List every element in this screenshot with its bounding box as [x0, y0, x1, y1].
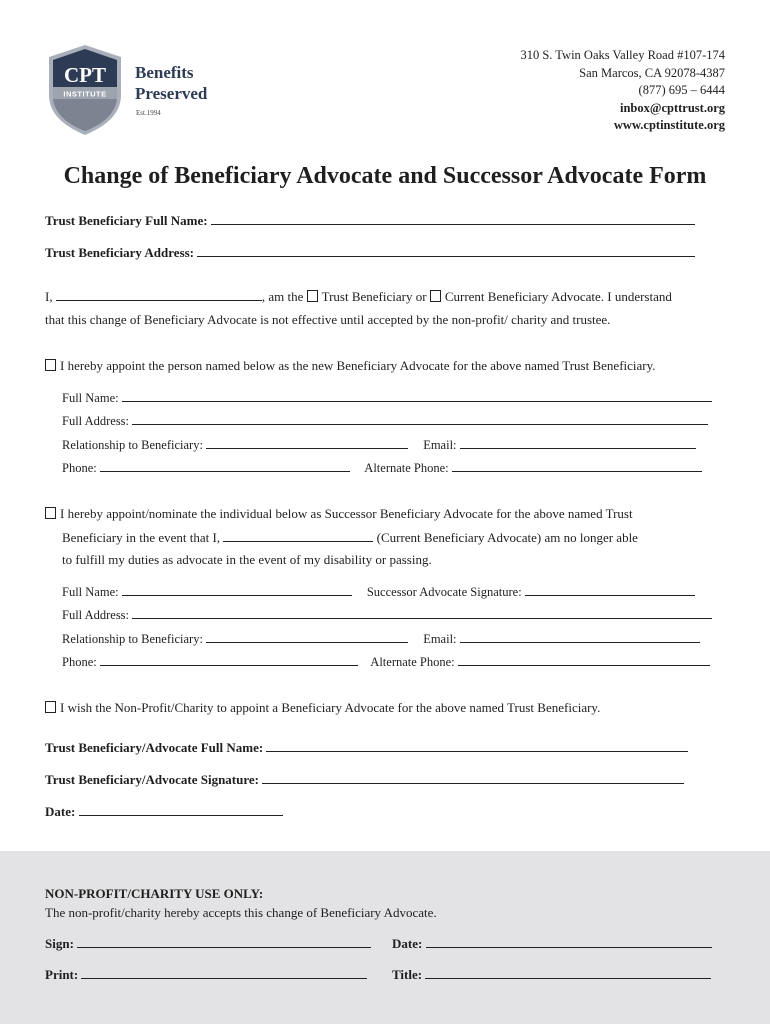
- intro-i-label: I,: [45, 289, 53, 304]
- date-row: [45, 803, 283, 820]
- s1-relationship-field[interactable]: [206, 436, 408, 449]
- date-label: Date:: [45, 804, 76, 819]
- established-year: Est.1994: [136, 109, 161, 117]
- s1-full-address-label: Full Address:: [62, 414, 130, 428]
- intro-line-1: [45, 288, 672, 305]
- logo-text: CPT: [64, 63, 106, 87]
- section2-statement-line3: to fulfill my duties as advocate in the event of my disability or passing.: [62, 552, 432, 567]
- s1-phone-row: [62, 459, 702, 476]
- s1-phone-field[interactable]: [100, 459, 350, 472]
- s2-full-address-label: Full Address:: [62, 608, 130, 622]
- nonprofit-appoint-checkbox[interactable]: [45, 701, 56, 713]
- s1-full-name-field[interactable]: [122, 389, 712, 402]
- advocate-signature-label: Trust Beneficiary/Advocate Signature:: [45, 772, 259, 787]
- advocate-full-name-field[interactable]: [266, 739, 688, 752]
- footer-date-row: [392, 935, 712, 952]
- section1-statement-row: [45, 358, 656, 374]
- advocate-signature-row: [45, 771, 684, 788]
- address-line-1: 310 S. Twin Oaks Valley Road #107-174: [520, 48, 725, 62]
- s1-relationship-row: [62, 436, 696, 453]
- footer-sign-field[interactable]: [77, 935, 371, 948]
- address-line-2: San Marcos, CA 92078-4387: [579, 65, 725, 80]
- s1-full-name-label: Full Name:: [62, 391, 119, 405]
- s2-phone-row: [62, 653, 710, 670]
- beneficiary-address-label: Trust Beneficiary Address:: [45, 245, 195, 260]
- footer-date-label: Date:: [392, 936, 423, 951]
- footer-print-label: Print:: [45, 967, 79, 982]
- beneficiary-name-row: [45, 212, 695, 229]
- beneficiary-address-row: [45, 244, 695, 261]
- trust-beneficiary-option-label: Trust Beneficiary or: [321, 289, 427, 304]
- s2-full-address-field[interactable]: [132, 606, 712, 619]
- s2-signature-label: Successor Advocate Signature:: [366, 585, 522, 599]
- s2-alt-phone-field[interactable]: [458, 653, 710, 666]
- appoint-successor-checkbox[interactable]: [45, 507, 56, 519]
- section2-statement-line2: [62, 529, 638, 546]
- footer-heading: NON-PROFIT/CHARITY USE ONLY:: [45, 886, 264, 901]
- s2-full-name-row: [62, 583, 695, 600]
- trust-beneficiary-checkbox[interactable]: [307, 290, 318, 302]
- date-field[interactable]: [79, 803, 283, 816]
- email-address: inbox@cpttrust.org: [619, 100, 725, 115]
- brand-line-2: Preserved: [135, 84, 208, 103]
- footer-date-field[interactable]: [426, 935, 712, 948]
- beneficiary-name-field[interactable]: [211, 212, 695, 225]
- current-advocate-option-label: Current Beneficiary Advocate. I understand: [444, 289, 672, 304]
- s1-alt-phone-label: Alternate Phone:: [364, 461, 449, 475]
- s2-email-field[interactable]: [460, 630, 700, 643]
- section3-statement: I wish the Non-Profit/Charity to appoint a Beneficiary Advocate for the above named Trust Beneficiary.: [60, 700, 601, 715]
- footer-title-label: Title:: [392, 967, 423, 982]
- logo-subtext: INSTITUTE: [63, 89, 107, 99]
- s1-full-address-row: [62, 412, 708, 429]
- s2-full-address-row: [62, 606, 712, 623]
- intro-name-field[interactable]: [56, 288, 262, 301]
- advocate-full-name-row: [45, 739, 688, 756]
- s2-alt-phone-label: Alternate Phone:: [370, 655, 455, 669]
- section2-statement-line1: [45, 506, 633, 522]
- website-url: www.cptinstitute.org: [613, 118, 725, 132]
- section3-statement-row: [45, 700, 600, 716]
- footer-sign-label: Sign:: [45, 936, 74, 951]
- contact-address-block: [520, 47, 725, 135]
- section2-statement-1: I hereby appoint/nominate the individual below as Successor Beneficiary Advocate for the above named Trust: [60, 506, 633, 521]
- s2-full-name-field[interactable]: [122, 583, 352, 596]
- s1-email-label: Email:: [423, 438, 457, 452]
- intro-am-the: , am the: [261, 289, 304, 304]
- footer-text: The non-profit/charity hereby accepts this change of Beneficiary Advocate.: [45, 905, 437, 920]
- s2-relationship-label: Relationship to Beneficiary:: [62, 632, 203, 646]
- beneficiary-name-label: Trust Beneficiary Full Name:: [45, 213, 208, 228]
- s2-relationship-field[interactable]: [206, 630, 408, 643]
- s2-phone-field[interactable]: [100, 653, 358, 666]
- form-title: Change of Beneficiary Advocate and Successor Advocate Form: [63, 163, 707, 189]
- s2-relationship-row: [62, 630, 700, 647]
- phone-number: (877) 695 – 6444: [638, 83, 725, 97]
- s1-relationship-label: Relationship to Beneficiary:: [62, 438, 203, 452]
- s2-phone-label: Phone:: [62, 655, 97, 669]
- s1-phone-label: Phone:: [62, 461, 97, 475]
- brand-tagline: [135, 62, 207, 104]
- section2-statement-2a: Beneficiary in the event that I,: [62, 530, 221, 545]
- s2-signature-field[interactable]: [525, 583, 695, 596]
- section1-statement: I hereby appoint the person named below as the new Beneficiary Advocate for the above named Trust Beneficiary.: [60, 358, 656, 373]
- advocate-full-name-label: Trust Beneficiary/Advocate Full Name:: [45, 740, 264, 755]
- brand-line-1: Benefits: [135, 63, 194, 82]
- footer-print-field[interactable]: [81, 966, 367, 979]
- s1-full-address-field[interactable]: [132, 412, 708, 425]
- footer-print-row: [45, 966, 367, 983]
- current-advocate-checkbox[interactable]: [430, 290, 441, 302]
- beneficiary-address-field[interactable]: [197, 244, 695, 257]
- footer-sign-row: [45, 935, 371, 952]
- advocate-signature-field[interactable]: [262, 771, 684, 784]
- s1-alt-phone-field[interactable]: [452, 459, 702, 472]
- s2-email-label: Email:: [423, 632, 457, 646]
- cpt-institute-logo: [46, 43, 124, 137]
- intro-line-2: that this change of Beneficiary Advocate is not effective until accepted by the non-profit/ charity and trustee.: [45, 312, 611, 327]
- section2-statement-2b: (Current Beneficiary Advocate) am no longer able: [376, 530, 638, 545]
- footer-title-field[interactable]: [425, 966, 711, 979]
- appoint-new-advocate-checkbox[interactable]: [45, 359, 56, 371]
- s1-email-field[interactable]: [460, 436, 696, 449]
- s1-full-name-row: [62, 389, 712, 406]
- s2-full-name-label: Full Name:: [62, 585, 119, 599]
- s2-current-advocate-field[interactable]: [223, 529, 373, 542]
- nonprofit-use-section: [0, 851, 770, 1024]
- footer-title-row: [392, 966, 711, 983]
